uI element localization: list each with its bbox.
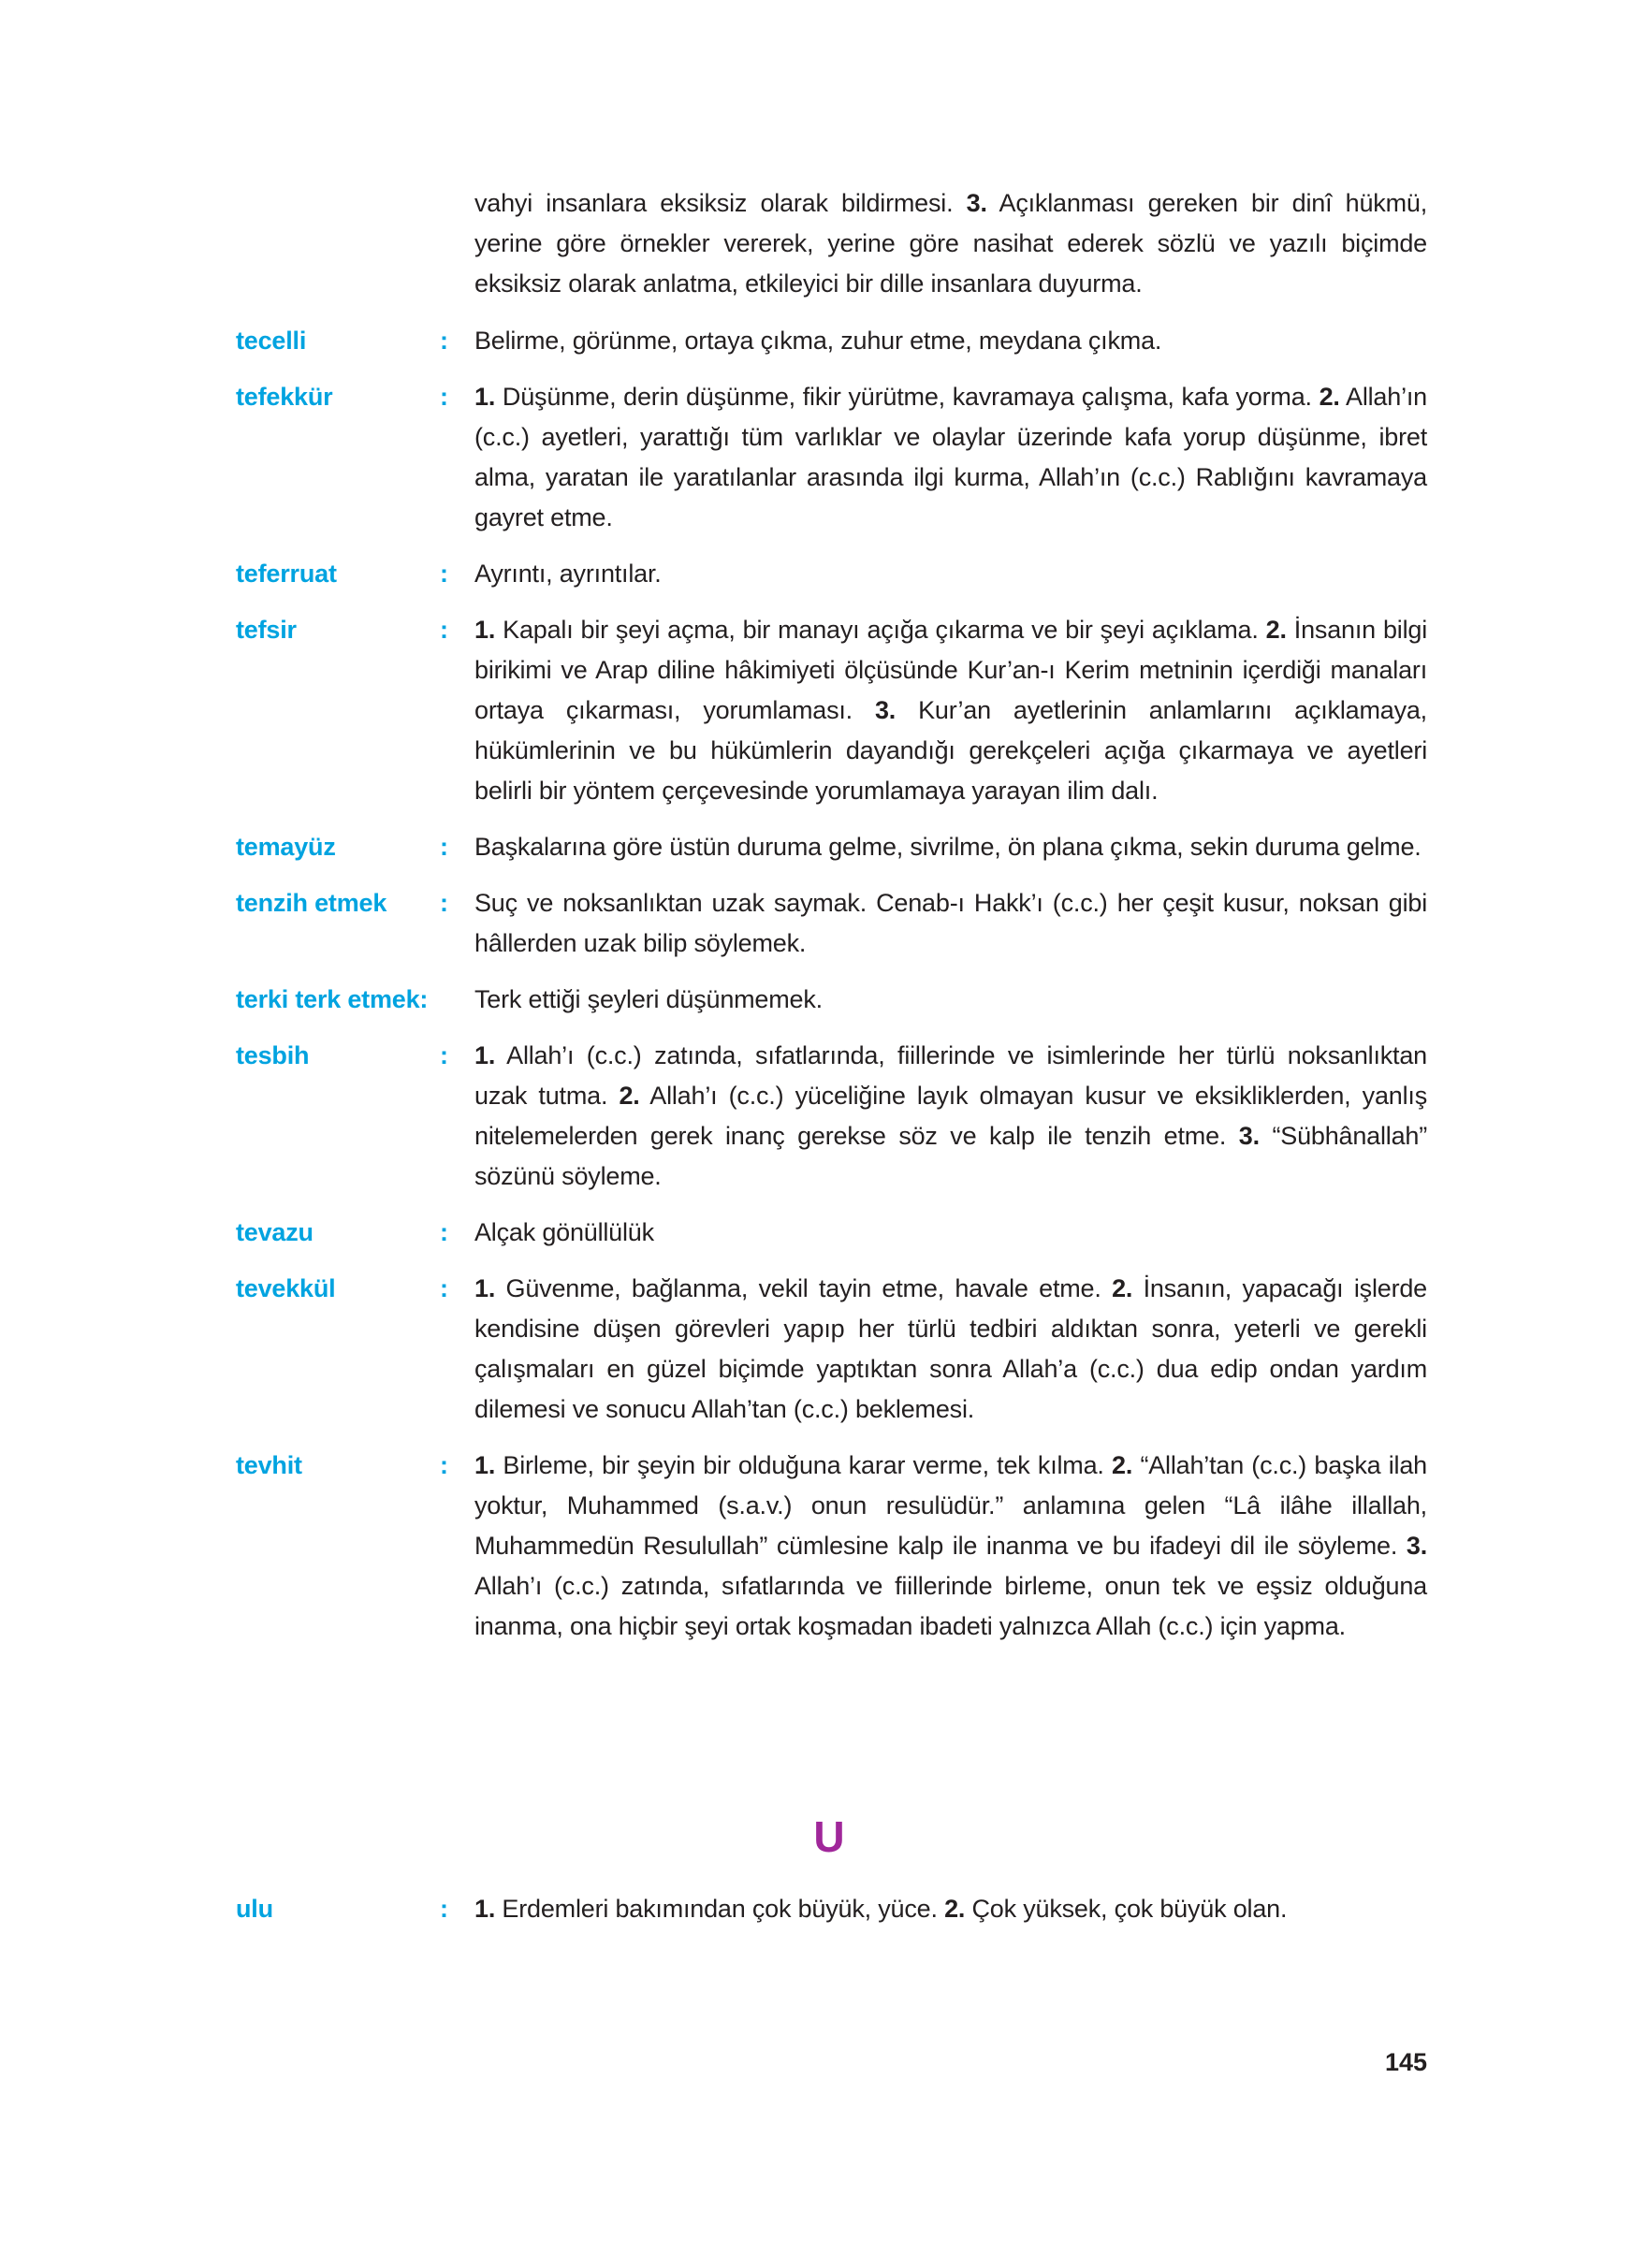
- entry-colon: :: [440, 1451, 448, 1479]
- entry-term: tevekkül: [236, 1274, 336, 1302]
- entry-term: temayüz: [236, 833, 336, 861]
- entry-term: ulu: [236, 1895, 273, 1923]
- entry-definition: [474, 1446, 1427, 1647]
- text-run: Açıklanması gereken bir dinî hükmü, yerine göre örnekler vererek, yerine göre nasihat ederek sözlü ve yazılı biçimde eksiksiz olarak anlatma, etkileyici bir dille insanlara duyurma.: [474, 189, 1427, 298]
- text-run: “Allah’tan (c.c.) başka ilah yoktur, Muhammed (s.a.v.) onun resulüdür.” anlamına gelen “Lâ ilâhe illallah, Muhammedün Resulullah” cümlesine kalp ile inanma ve bu ifadeyi dil ile söyleme.: [474, 1451, 1427, 1560]
- entry-colon: :: [440, 1218, 448, 1246]
- entry-term: tenzih etmek: [236, 889, 387, 917]
- glossary-entry: [236, 1213, 1427, 1253]
- sense-number: 1.: [474, 1895, 496, 1923]
- text-run: Güvenme, bağlanma, vekil tayin etme, havale etme.: [495, 1274, 1113, 1302]
- sense-number: 2.: [1112, 1274, 1133, 1302]
- glossary-entry: [236, 1889, 1427, 1929]
- glossary-entry: [236, 1269, 1427, 1430]
- text-run: Allah’ı (c.c.) yüceliğine layık olmayan kusur ve eksikliklerden, yanlış nitelemelerden gerek inanç gerekse söz ve kalp ile tenzih etme.: [474, 1082, 1428, 1150]
- entry-term: tefsir: [236, 616, 297, 644]
- sense-number: 1.: [474, 1274, 496, 1302]
- text-run: Allah’ı (c.c.) zatında, sıfatlarında, fiillerinde ve isimlerinde her türlü noksanlıktan uzak tutma.: [474, 1041, 1427, 1110]
- entry-colon: :: [440, 383, 448, 411]
- glossary-entry: [236, 980, 1427, 1020]
- sense-number: 2.: [944, 1895, 966, 1923]
- entry-definition: [474, 980, 1427, 1020]
- glossary-entries-u: [236, 1889, 1427, 1945]
- entry-term: tesbih: [236, 1041, 310, 1069]
- entry-definition: [474, 1889, 1427, 1929]
- sense-number: 2.: [619, 1082, 640, 1110]
- entry-term: terki terk etmek:: [236, 985, 429, 1013]
- text-run: Kur’an ayetlerinin anlamlarını açıklamaya, hükümlerinin ve bu hükümlerin dayandığı gerekçeleri açığa çıkarmaya ve ayetleri belirli bir yöntem çerçevesinde yorumlamaya yarayan ilim dalı.: [474, 696, 1427, 805]
- entry-definition: [474, 610, 1427, 811]
- entry-colon: :: [440, 1274, 448, 1302]
- page-number: 145: [1384, 2048, 1427, 2076]
- text-run: Belirme, görünme, ortaya çıkma, zuhur etme, meydana çıkma.: [474, 327, 1162, 355]
- text-run: Allah’ı (c.c.) zatında, sıfatlarında ve fiillerinde birleme, onun tek ve eşsiz olduğuna inanma, ona hiçbir şeyi ortak koşmadan ibadeti yalnızca Allah (c.c.) için yapma.: [474, 1572, 1427, 1640]
- entry-term: tefekkür: [236, 383, 333, 411]
- sense-number: 3.: [1238, 1122, 1260, 1150]
- sense-number: 2.: [1112, 1451, 1133, 1479]
- section-heading-letter: U: [813, 1812, 845, 1861]
- text-run: Başkalarına göre üstün duruma gelme, sivrilme, ön plana çıkma, sekin duruma gelme.: [474, 833, 1422, 861]
- entry-term: tevazu: [236, 1218, 313, 1246]
- entry-colon: :: [440, 889, 448, 917]
- glossary-entry: [236, 827, 1427, 867]
- entry-term: tecelli: [236, 327, 307, 355]
- entry-definition: [474, 1213, 1427, 1253]
- entry-colon: :: [440, 1041, 448, 1069]
- sense-number: 3.: [1406, 1532, 1427, 1560]
- entry-colon: :: [440, 833, 448, 861]
- glossary-entries-t: [236, 321, 1427, 1663]
- sense-number: 2.: [1319, 383, 1340, 411]
- entry-definition: [474, 321, 1427, 361]
- entry-colon: :: [440, 1895, 448, 1923]
- sense-number: 3.: [966, 189, 987, 217]
- sense-number: 3.: [874, 696, 897, 724]
- entry-definition: [474, 1269, 1427, 1430]
- glossary-entry: [236, 554, 1427, 594]
- entry-colon: :: [440, 560, 448, 588]
- text-run: Birleme, bir şeyin bir olduğuna karar verme, tek kılma.: [495, 1451, 1113, 1479]
- entry-term: tevhit: [236, 1451, 302, 1479]
- glossary-entry: [236, 610, 1427, 811]
- glossary-entry: [236, 1036, 1427, 1197]
- sense-number: 1.: [474, 1451, 496, 1479]
- text-run: Çok yüksek, çok büyük olan.: [965, 1895, 1288, 1923]
- entry-definition: [474, 377, 1427, 538]
- entry-definition: [474, 883, 1427, 964]
- entry-colon: :: [440, 616, 448, 644]
- text-run: Ayrıntı, ayrıntılar.: [474, 560, 662, 588]
- glossary-entry: [236, 321, 1427, 361]
- glossary-entry: [236, 883, 1427, 964]
- sense-number: 1.: [474, 1041, 496, 1069]
- sense-number: 2.: [1265, 616, 1287, 644]
- entry-definition: [474, 827, 1427, 867]
- entry-definition: [474, 1036, 1427, 1197]
- entry-term: teferruat: [236, 560, 337, 588]
- text-run: “Sübhânallah” sözünü söyleme.: [474, 1122, 1427, 1190]
- sense-number: 1.: [474, 616, 496, 644]
- entry-colon: :: [440, 327, 448, 355]
- continued-definition: [474, 183, 1427, 304]
- text-run: Terk ettiği şeyleri düşünmemek.: [474, 985, 823, 1013]
- text-run: İnsanın, yapacağı işlerde kendisine düşen görevleri yapıp her türlü tedbiri aldıktan sonra, yeterli ve gerekli çalışmaları en güzel biçimde yaptıktan sonra Allah’a (c.c.) dua edip ondan yardım dilemesi ve sonucu Allah’tan (c.c.) beklemesi.: [474, 1274, 1428, 1423]
- text-run: Erdemleri bakımından çok büyük, yüce.: [495, 1895, 945, 1923]
- glossary-entry: [236, 377, 1427, 538]
- text-run: Allah’ın (c.c.) ayetleri, yarattığı tüm varlıklar ve olaylar üzerinde kafa yorup düşünme, ibret alma, yaratan ile yaratılanlar arasında ilgi kurma, Allah’ın (c.c.) Rablığını kavramaya gayret etme.: [474, 383, 1427, 531]
- text-run: Alçak gönüllülük: [474, 1218, 654, 1246]
- glossary-entry: [236, 1446, 1427, 1647]
- text-run: Kapalı bir şeyi açma, bir manayı açığa çıkarma ve bir şeyi açıklama.: [495, 616, 1266, 644]
- text-run: İnsanın bilgi birikimi ve Arap diline hâkimiyeti ölçüsünde Kur’an-ı Kerim metninin içerdiği manaları ortaya çıkarması, yorumlaması.: [474, 616, 1427, 724]
- text-run: Düşünme, derin düşünme, fikir yürütme, kavramaya çalışma, kafa yorma.: [495, 383, 1320, 411]
- text-run: Suç ve noksanlıktan uzak saymak. Cenab-ı Hakk’ı (c.c.) her çeşit kusur, noksan gibi hâllerden uzak bilip söylemek.: [474, 889, 1427, 957]
- text-run: vahyi insanlara eksiksiz olarak bildirmesi.: [474, 189, 967, 217]
- sense-number: 1.: [474, 383, 496, 411]
- entry-definition: [474, 554, 1427, 594]
